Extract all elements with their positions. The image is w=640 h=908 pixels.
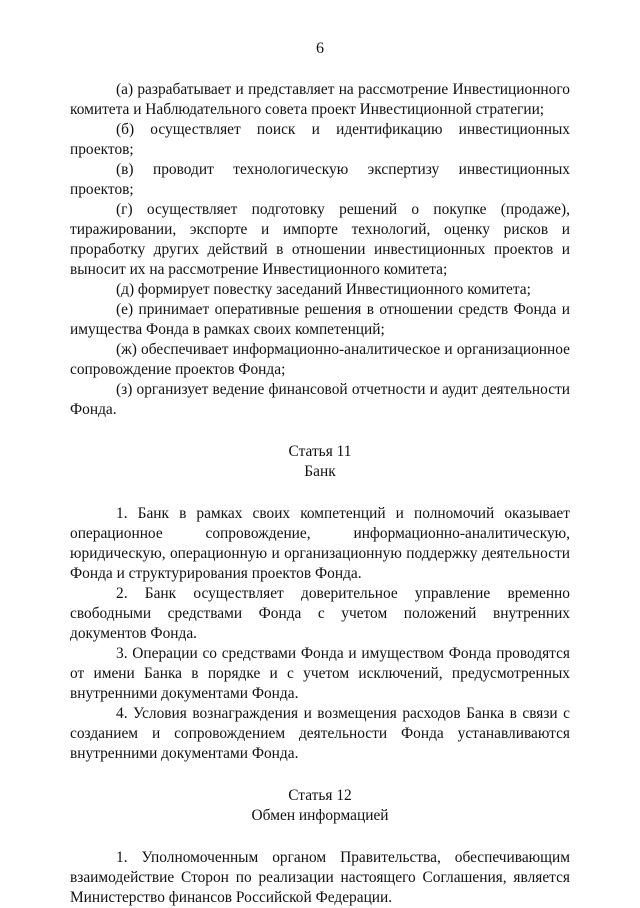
list-item: (б) осуществляет поиск и идентификацию инвестиционных проектов; bbox=[70, 121, 570, 158]
list-item: (в) проводит технологическую экспертизу инвестиционных проектов; bbox=[70, 161, 570, 198]
article-11-number: Статья 11 bbox=[288, 443, 352, 460]
list-item: (д) формирует повестку заседаний Инвестиционного комитета; bbox=[116, 281, 531, 298]
article-11-title: Банк bbox=[304, 463, 336, 480]
article-12-number: Статья 12 bbox=[288, 787, 352, 804]
list-item: (а) разрабатывает и представляет на рассмотрение Инвестиционного комитета и Наблюдательного совета проект Инвестиционной стратегии; bbox=[70, 81, 570, 118]
page-number: 6 bbox=[316, 40, 324, 57]
list-item: (г) осуществляет подготовку решений о покупке (продаже), тиражировании, экспорте и импорте технологий, оценку рисков и проработку других действий в отношении инвестиционных проектов и выносит их на рассмотрение Инвестиционного комитета; bbox=[70, 201, 570, 278]
spacer bbox=[70, 482, 570, 504]
list-item: (з) организует ведение финансовой отчетности и аудит деятельности Фонда. bbox=[70, 381, 570, 418]
article-11-paragraph: 1. Банк в рамках своих компетенций и полномочий оказывает операционное сопровождение, информационно-аналитическую, юридическую, операционную и организационную поддержку деятельности Фонда и структурирования проектов Фонда. bbox=[70, 505, 570, 582]
document-body bbox=[70, 80, 570, 908]
article-12-paragraph: 1. Уполномоченным органом Правительства, обеспечивающим взаимодействие Сторон по реализации настоящего Соглашения, является Министерство финансов Российской Федерации. bbox=[70, 849, 570, 906]
article-11-paragraph: 4. Условия вознаграждения и возмещения расходов Банка в связи с созданием и сопровождением деятельности Фонда устанавливаются внутренними документами Фонда. bbox=[70, 705, 570, 762]
article-11-paragraph: 2. Банк осуществляет доверительное управление временно свободными средствами Фонда с учетом положений внутренних документов Фонда. bbox=[70, 585, 570, 642]
article-11-paragraph: 3. Операции со средствами Фонда и имуществом Фонда проводятся от имени Банка в порядке и с учетом исключений, предусмотренных внутренними документами Фонда. bbox=[70, 645, 570, 702]
list-item: (е) принимает оперативные решения в отношении средств Фонда и имущества Фонда в рамках своих компетенций; bbox=[70, 301, 570, 338]
spacer bbox=[70, 826, 570, 848]
list-item: (ж) обеспечивает информационно-аналитическое и организационное сопровождение проектов Фонда; bbox=[70, 341, 570, 378]
article-12-title: Обмен информацией bbox=[251, 807, 389, 824]
